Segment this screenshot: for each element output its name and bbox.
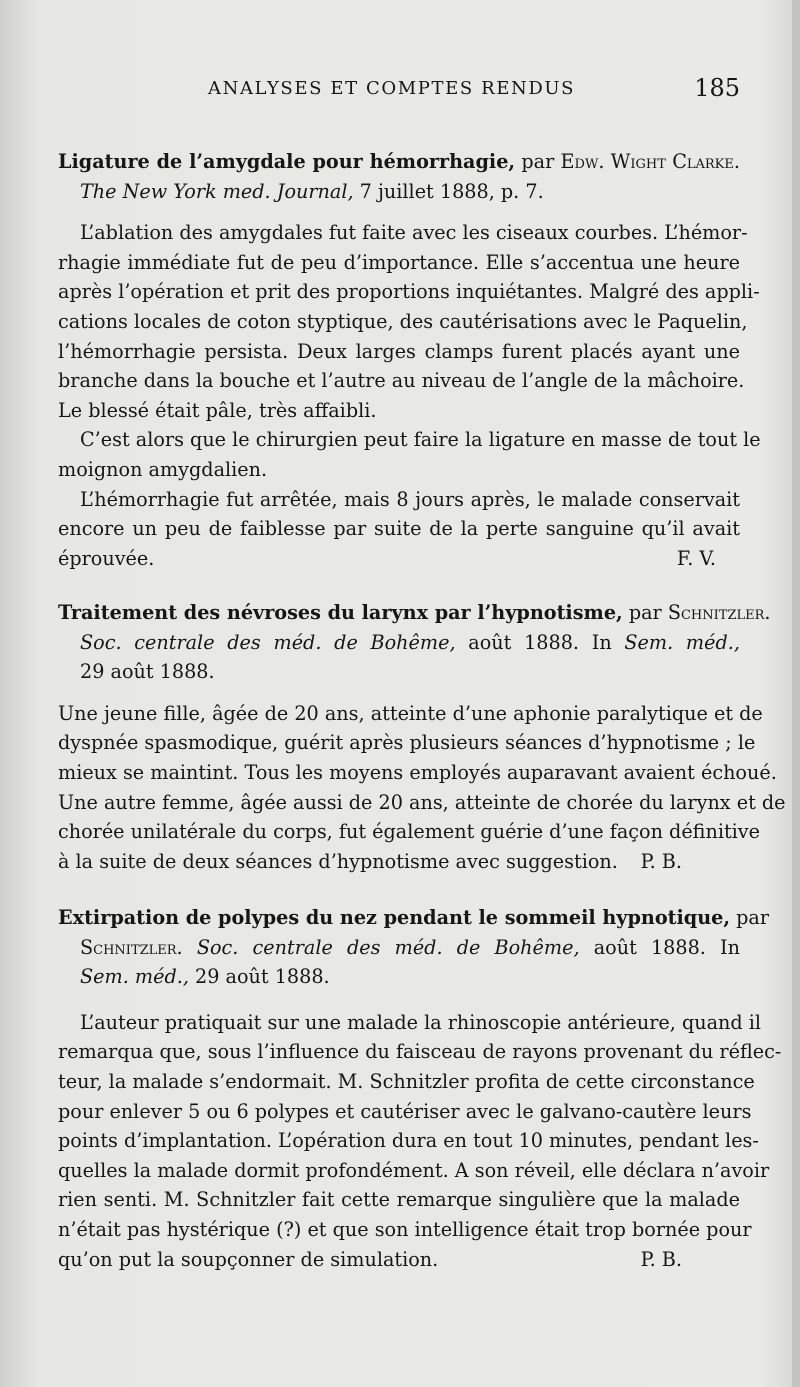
article-author: Schnitzler. xyxy=(80,935,183,959)
article-nevroses xyxy=(58,598,786,876)
article-heading: Extirpation de polypes du nez pendant le sommeil hypnotique, par xyxy=(58,906,770,929)
article-heading: Ligature de l’amygdale pour hémorrhagie, par Edw. Wight Clarke. xyxy=(58,150,740,173)
article-author: Edw. Wight Clarke. xyxy=(560,150,740,173)
paragraph: L’hémorrhagie fut arrêtée, mais 8 jours après, le malade conservait encore un peu de faiblesse par suite de la perte sanguine qu’il avait éprouvée. F. V. xyxy=(58,485,740,574)
article-heading: Traitement des névroses du larynx par l’hypnotisme, par Schnitzler. xyxy=(58,601,771,624)
page-number: 185 xyxy=(694,74,740,102)
article-source: The New York med. Journal, 7 juillet 1888, p. 7. xyxy=(80,179,544,203)
running-head xyxy=(60,76,740,108)
article-title: Extirpation de polypes du nez pendant le sommeil hypnotique, xyxy=(58,906,731,929)
article-title: Traitement des névroses du larynx par l’hypnotisme, xyxy=(58,601,623,624)
article-source-date: 29 août 1888. xyxy=(80,660,215,684)
article-source-date: Sem. méd., 29 août 1888. xyxy=(80,965,330,989)
running-head-title: ANALYSES ET COMPTES RENDUS xyxy=(208,78,576,99)
article-source: Soc. centrale des méd. de Bohême, août 1888. In Sem. méd., xyxy=(80,630,740,654)
article-signature: P. B. xyxy=(640,849,682,873)
article-signature: F. V. xyxy=(676,546,716,570)
paragraph: C’est alors que le chirurgien peut faire la ligature en masse de tout le moignon amygdalien. xyxy=(58,428,761,481)
article-source: Schnitzler. Soc. centrale des méd. de Bohême, août 1888. In xyxy=(80,935,740,959)
article-polypes xyxy=(58,903,782,1274)
paragraph: L’ablation des amygdales fut faite avec les ciseaux courbes. L’hémor- rhagie immédiate fut de peu d’importance. Elle s’accentua une heure après l’opération et prit des proportions inquiétantes. Malgré des appli- cations locales de coton styptique, des cautérisations avec le Paquelin, l’hémorrhagie persista. Deux larges clamps furent placés ayant une branche dans la bouche et l’autre au niveau de l’angle de la mâchoire. Le blessé était pâle, très affaibli. xyxy=(58,221,760,422)
paragraph: L’auteur pratiquait sur une malade la rhinoscopie antérieure, quand il remarqua que, sous l’influence du faisceau de rayons provenant du réflec- teur, la malade s’endormait. M. Schnitzler profita de cette circonstance pour enlever 5 ou 6 polypes et cautériser avec le galvano-cautère leurs points d’implantation. L’opération dura en tout 10 minutes, pendant les- quelles la malade dormit profondément. A son réveil, elle déclara n’avoir rien senti. M. Schnitzler fait cette remarque singulière que la malade n’était pas hystérique (?) et que son intelligence était trop bornée pour qu’on put la soupçonner de simulation. P. B. xyxy=(58,1008,740,1274)
article-signature: P. B. xyxy=(640,1247,682,1271)
article-amygdale xyxy=(58,147,761,573)
article-title: Ligature de l’amygdale pour hémorrhagie, xyxy=(58,150,516,173)
paragraph: Une jeune fille, âgée de 20 ans, atteinte d’une aphonie paralytique et de dyspnée spasmodique, guérit après plusieurs séances d’hypnotisme ; le mieux se maintint. Tous les moyens employés auparavant avaient échoué. Une autre femme, âgée aussi de 20 ans, atteinte de chorée du larynx et de chorée unilatérale du corps, fut également guérie d’une façon définitive à la suite de deux séances d’hypnotisme avec suggestion. P. B. xyxy=(58,699,740,877)
article-author: Schnitzler. xyxy=(667,601,771,624)
